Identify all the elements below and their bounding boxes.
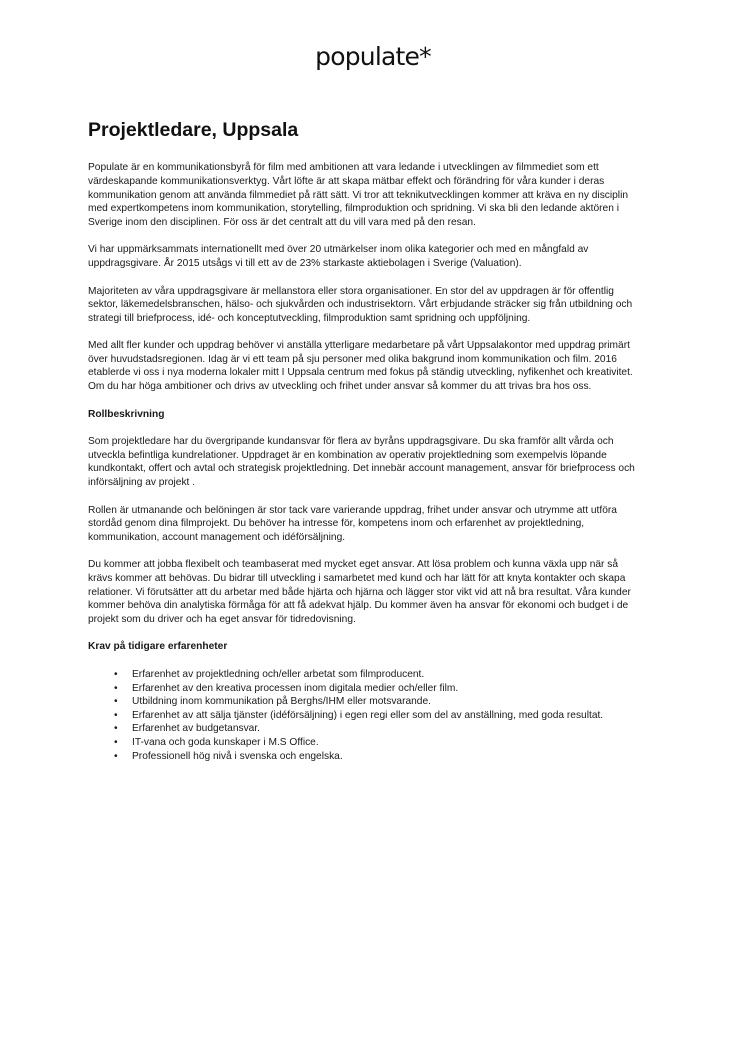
page-title: Projektledare, Uppsala (88, 119, 299, 141)
intro-paragraph-4: Med allt fler kunder och uppdrag behöver vi anställa ytterligare medarbetare på vårt Uppsalakontor med uppdrag primärt över huvudstadsregionen. Idag är vi ett team på sju personer med olika bakgrund inom kommunikation och film. 2016 etablerde vi oss i nya moderna lokaler mitt I Uppsala centrum med fokus på ständig utveckling, nyfikenhet och kreativitet. Om du har höga ambitioner och drivs av utveckling och frihet under ansvar så kommer du att trivas bra hos oss. (88, 340, 633, 393)
intro-paragraph-3: Majoriteten av våra uppdragsgivare är mellanstora eller stora organisationer. En stor del av uppdragen är för offentlig sektor, läkemedelsbranschen, hälso- och sjukvården och industrisektorn. Vårt erbjudande sträcker sig från utbildning och strategi till briefprocess, idé- och konceptutveckling, filmproduktion samt spridning och uppföljning. (88, 285, 633, 324)
requirements-heading: Krav på tidigare erfarenheter (88, 641, 228, 653)
list-item: • Erfarenhet av den kreativa processen inom digitala medier och/eller film. (88, 682, 640, 696)
role-paragraph-2: Rollen är utmanande och belöningen är stor tack vare varierande uppdrag, frihet under ansvar och utrymme att utföra stordåd genom dina filmprojekt. Du behöver ha intresse för, kompetens inom och erfarenhet av projektledning, kommunikation, account management och idéförsäljning. (88, 504, 617, 543)
list-item: • Professionell hög nivå i svenska och engelska. (88, 750, 640, 764)
populate-logo: populate* (315, 42, 431, 71)
requirements-list (88, 668, 640, 763)
list-item: • Erfarenhet av projektledning och/eller arbetat som filmproducent. (88, 668, 640, 682)
role-paragraph-3: Du kommer att jobba flexibelt och teambaserat med mycket eget ansvar. Att lösa problem och kunna växla upp när så krävs kommer att behövas. Du bidrar till utveckling i samarbetet med kund och har lätt för att knyta kontakter och skapa relationer. Vi förutsätter att du arbetar med både hjärta och hjärna och lägger stor vikt vid att nå bra resultat. Våra kunder kommer behöva din analytiska förmåga för att få adekvat hjälp. Du kommer även ha ansvar för ekonomi och budget i de projekt som du driver och ha eget ansvar för tidredovisning. (88, 559, 631, 625)
list-item: • Utbildning inom kommunikation på Berghs/IHM eller motsvarande. (88, 695, 640, 709)
role-heading: Rollbeskrivning (88, 408, 165, 420)
intro-paragraph-1: Populate är en kommunikationsbyrå för film med ambitionen att vara ledande i utvecklingen av filmmediet som ett värdeskapande kommunikationsverktyg. Vårt löfte är att skapa mätbar effekt och förändring för våra kunder i deras kommunikation genom att använda filmmediet på rätt sätt. Vi tror att teknikutvecklingen kommer att kräva en ny disciplin med expertkompetens inom kommunikation, storytelling, filmproduktion och spridning. Vi ska bli den ledande aktören i Sverige inom den disciplinen. För oss är det centralt att du vill vara med på den resan. (88, 162, 629, 228)
role-paragraph-1: Som projektledare har du övergripande kundansvar för flera av byråns uppdragsgivare. Du ska framför allt vårda och utveckla befintliga kundrelationer. Uppdraget är en kombination av operativ projektledning som exempelvis löpande kundkontakt, offert och avtal och strategisk projektledning. Det innebär account management, ansvar för briefprocess och införsäljning av projekt . (88, 436, 635, 489)
list-item: • IT-vana och goda kunskaper i M.S Office. (88, 736, 640, 750)
list-item: • Erfarenhet av att sälja tjänster (idéförsäljning) i egen regi eller som del av anställning, med goda resultat. (88, 709, 640, 723)
list-item: • Erfarenhet av budgetansvar. (88, 722, 640, 736)
intro-paragraph-2: Vi har uppmärksammats internationellt med över 20 utmärkelser inom olika kategorier och med en mångfald av uppdragsgivare. År 2015 utsågs vi till ett av de 23% starkaste aktiebolagen i Sverige (Valuation). (88, 244, 589, 269)
document-body (88, 118, 640, 763)
